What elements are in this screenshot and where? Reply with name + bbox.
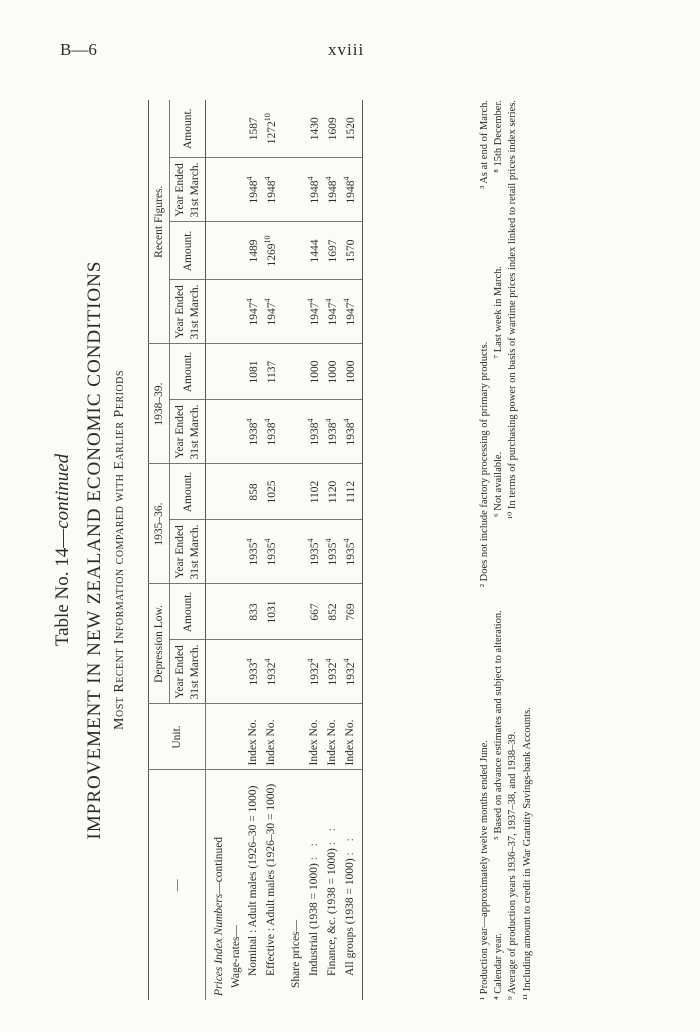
footnote-ref: 4 <box>263 538 273 543</box>
cell-year <box>244 520 262 584</box>
rotated-table-block <box>40 100 640 1000</box>
year-value: 1933 <box>247 662 260 686</box>
amount-value: 1000 <box>344 360 357 384</box>
cell-year <box>262 280 280 344</box>
amount-value: 667 <box>308 603 321 621</box>
year-value: 1947 <box>326 302 339 326</box>
footnote: ¹¹ Including amount to credit in War Gratuity Savings-bank Accounts. <box>521 707 533 1000</box>
header-depression-low: Depression Low. <box>149 584 170 704</box>
leader-dots: : : <box>307 839 320 861</box>
footnote-ref: 4 <box>244 176 254 181</box>
table-title: IMPROVEMENT IN NEW ZEALAND ECONOMIC CONDITIONS <box>84 260 105 840</box>
footnote-ref: 4 <box>263 176 273 181</box>
amount-value: 1137 <box>265 360 278 384</box>
footnote-ref: 4 <box>323 658 333 663</box>
section-row <box>206 100 228 1000</box>
cell-year <box>341 280 363 344</box>
footnote-line <box>478 100 492 1000</box>
table-row <box>341 100 363 1000</box>
cell-amount <box>244 584 262 640</box>
footnote-ref: 4 <box>244 418 254 423</box>
cell-year <box>341 400 363 464</box>
year-value: 1947 <box>265 302 278 326</box>
footnotes <box>478 100 535 1000</box>
amount-value: 1000 <box>326 360 339 384</box>
cell-year <box>262 520 280 584</box>
footnote: ¹ Production year—approximately twelve months ended June. <box>479 739 490 1000</box>
row-unit: Index No. <box>244 704 262 770</box>
header-amount: Amount. <box>170 464 206 520</box>
year-value: 1947 <box>247 302 260 326</box>
year-value: 1932 <box>308 662 321 686</box>
amount-value: 1489 <box>247 239 260 263</box>
footnote: ³ As at end of March. <box>479 100 490 189</box>
footnote: ⁸ 15th December. <box>493 100 505 173</box>
table-head <box>149 100 206 1000</box>
footnote-line <box>492 100 506 1000</box>
year-value: 1932 <box>265 662 278 686</box>
page-header <box>0 40 700 64</box>
table-row <box>244 100 262 1000</box>
header-1938-39: 1938–39. <box>149 344 170 464</box>
economic-conditions-table <box>148 100 363 1000</box>
header-amount: Amount. <box>170 584 206 640</box>
year-value: 1935 <box>308 542 321 566</box>
row-unit: Index No. <box>305 704 323 770</box>
amount-value: 1430 <box>308 117 321 141</box>
year-value: 1938 <box>308 422 321 446</box>
footnote-ref: 4 <box>263 298 273 303</box>
header-amount: Amount. <box>170 222 206 280</box>
footnote-ref: 10 <box>263 113 273 122</box>
leader-dots: : : <box>325 824 338 846</box>
footnote: ⁷ Last week in March. <box>493 265 505 359</box>
cell-year <box>305 280 323 344</box>
amount-value: 858 <box>247 483 260 501</box>
footnote-ref: 4 <box>244 298 254 303</box>
footnote: ⁵ Based on advance estimates and subject to alteration. <box>493 610 505 840</box>
cell-year <box>305 520 323 584</box>
header-amount: Amount. <box>170 100 206 158</box>
subsection-wage-rates: Wage-rates— <box>228 770 244 1000</box>
year-value: 1948 <box>247 180 260 204</box>
subsection-share-prices: Share prices— <box>288 770 304 1000</box>
footnote-line <box>506 100 520 1000</box>
amount-value: 1112 <box>344 480 357 504</box>
cell-year <box>262 400 280 464</box>
amount-value: 1587 <box>247 117 260 141</box>
cell-amount <box>262 584 280 640</box>
year-value: 1935 <box>247 542 260 566</box>
page-number: xviii <box>328 40 365 59</box>
year-value: 1947 <box>344 302 357 326</box>
header-unit: Unit. <box>149 704 206 770</box>
year-value: 1938 <box>326 422 339 446</box>
header-year-ended: Year Ended 31st March. <box>170 400 206 464</box>
footnote-ref: 4 <box>244 538 254 543</box>
footnote-ref: 4 <box>323 418 333 423</box>
year-value: 1948 <box>326 180 339 204</box>
cell-amount <box>305 344 323 400</box>
header-year-ended: Year Ended 31st March. <box>170 640 206 704</box>
header-year-ended: Year Ended 31st March. <box>170 280 206 344</box>
year-value: 1948 <box>344 180 357 204</box>
amount-value: 1697 <box>326 239 339 263</box>
year-value: 1938 <box>247 422 260 446</box>
cell-amount <box>323 344 341 400</box>
footnote-ref: 4 <box>263 658 273 663</box>
header-amount: Amount. <box>170 344 206 400</box>
row-label: All groups (1938 = 1000) <box>343 858 356 976</box>
footnote-ref: 4 <box>244 658 254 663</box>
cell-amount <box>341 344 363 400</box>
amount-value: 1031 <box>265 600 278 624</box>
year-value: 1938 <box>344 422 357 446</box>
cell-amount <box>244 464 262 520</box>
footnote-ref: 4 <box>323 538 333 543</box>
amount-value: 833 <box>247 603 260 621</box>
year-value: 1935 <box>344 542 357 566</box>
amount-value: 1025 <box>265 480 278 504</box>
footnote-ref: 4 <box>263 418 273 423</box>
amount-value: 1102 <box>308 480 321 504</box>
table-row <box>323 100 341 1000</box>
caption-suffix: continued <box>52 453 73 529</box>
cell-amount <box>262 344 280 400</box>
cell-amount <box>244 222 262 280</box>
cell-amount <box>262 100 280 158</box>
footnote-ref: 4 <box>342 418 352 423</box>
row-label-cell <box>305 770 323 1000</box>
footnote-ref: 4 <box>342 298 352 303</box>
cell-year <box>323 158 341 222</box>
footnote: ¹⁰ In terms of purchasing power on basis of wartime prices index linked to retail prices index series. <box>507 100 519 520</box>
cell-year <box>244 158 262 222</box>
footnote: ² Does not include factory processing of primary products. <box>479 341 490 588</box>
amount-value: 1444 <box>308 239 321 263</box>
footnote-ref: 4 <box>342 176 352 181</box>
subsection-row <box>288 100 304 1000</box>
cell-amount <box>262 464 280 520</box>
cell-amount <box>341 100 363 158</box>
row-label: Finance, &c. (1938 = 1000) <box>325 848 338 976</box>
cell-year <box>244 280 262 344</box>
row-label: Effective : Adult males (1926–30 = 1000) <box>262 770 280 1000</box>
year-value: 1948 <box>265 180 278 204</box>
table-body <box>206 100 363 1000</box>
cell-year <box>341 520 363 584</box>
row-label-cell <box>323 770 341 1000</box>
footnote-ref: 4 <box>305 298 315 303</box>
footnote: ⁹ Average of production years 1936–37, 1937–38, and 1938–39. <box>507 731 519 1000</box>
amount-value: 1520 <box>344 117 357 141</box>
header-1935-36: 1935–36. <box>149 464 170 584</box>
row-unit: Index No. <box>262 704 280 770</box>
cell-amount <box>323 584 341 640</box>
row-unit: Index No. <box>341 704 363 770</box>
cell-year <box>323 520 341 584</box>
section-title-text: Prices Index Numbers <box>213 893 226 996</box>
cell-year <box>323 400 341 464</box>
year-value: 1938 <box>265 422 278 446</box>
amount-value: 1120 <box>326 480 339 504</box>
year-value: 1935 <box>265 542 278 566</box>
cell-amount <box>341 584 363 640</box>
cell-year <box>244 400 262 464</box>
cell-year <box>305 158 323 222</box>
amount-value: 1609 <box>326 117 339 141</box>
cell-year <box>244 640 262 704</box>
amount-value: 1570 <box>344 239 357 263</box>
footnote-ref: 10 <box>263 235 273 244</box>
footnote-ref: 4 <box>342 538 352 543</box>
leader-dots: : : <box>343 834 356 856</box>
cell-amount <box>244 344 262 400</box>
footnote-line <box>521 100 535 1000</box>
cell-year <box>305 400 323 464</box>
cell-year <box>323 640 341 704</box>
amount-value: 769 <box>344 603 357 621</box>
row-label: Nominal : Adult males (1926–30 = 1000) <box>244 770 262 1000</box>
table-subtitle: Most Recent Information compared with Earlier Periods <box>112 370 127 730</box>
spacer-row <box>280 100 288 1000</box>
table-row <box>262 100 280 1000</box>
year-value: 1932 <box>326 662 339 686</box>
header-description: — <box>149 770 206 1000</box>
cell-year <box>341 640 363 704</box>
table-caption <box>52 100 74 1000</box>
subsection-row <box>228 100 244 1000</box>
year-value: 1935 <box>326 542 339 566</box>
year-value: 1948 <box>308 180 321 204</box>
cell-amount <box>341 222 363 280</box>
year-value: 1932 <box>344 662 357 686</box>
footnote: ⁶ Not available. <box>493 451 505 517</box>
row-label-cell <box>341 770 363 1000</box>
cell-year <box>305 640 323 704</box>
row-label: Industrial (1938 = 1000) <box>307 863 320 976</box>
footnote-ref: 4 <box>305 418 315 423</box>
section-continued: —continued <box>213 836 226 894</box>
amount-value: 1269 <box>265 243 278 267</box>
cell-amount <box>341 464 363 520</box>
cell-year <box>341 158 363 222</box>
header-year-ended: Year Ended 31st March. <box>170 158 206 222</box>
header-year-ended: Year Ended 31st March. <box>170 520 206 584</box>
footnote-ref: 4 <box>305 658 315 663</box>
cell-year <box>323 280 341 344</box>
cell-amount <box>323 222 341 280</box>
cell-amount <box>262 222 280 280</box>
cell-amount <box>305 222 323 280</box>
row-unit: Index No. <box>323 704 341 770</box>
cell-amount <box>305 464 323 520</box>
footnote-ref: 4 <box>305 538 315 543</box>
amount-value: 1081 <box>247 360 260 384</box>
amount-value: 852 <box>326 603 339 621</box>
footnote-ref: 4 <box>305 176 315 181</box>
table-row <box>305 100 323 1000</box>
cell-amount <box>244 100 262 158</box>
footnote: ⁴ Calendar year. <box>493 933 505 1000</box>
cell-year <box>262 640 280 704</box>
header-recent-figures: Recent Figures. <box>149 100 170 344</box>
footnote-ref: 4 <box>323 176 333 181</box>
footnote-ref: 4 <box>342 658 352 663</box>
footnote-ref: 4 <box>323 298 333 303</box>
cell-year <box>262 158 280 222</box>
section-title <box>206 770 228 1000</box>
amount-value: 1000 <box>308 360 321 384</box>
caption-prefix: Table No. 14— <box>52 528 73 647</box>
year-value: 1947 <box>308 302 321 326</box>
cell-amount <box>305 584 323 640</box>
cell-amount <box>305 100 323 158</box>
cell-amount <box>323 464 341 520</box>
cell-amount <box>323 100 341 158</box>
page-reference: B—6 <box>60 40 97 59</box>
amount-value: 1272 <box>265 121 278 145</box>
